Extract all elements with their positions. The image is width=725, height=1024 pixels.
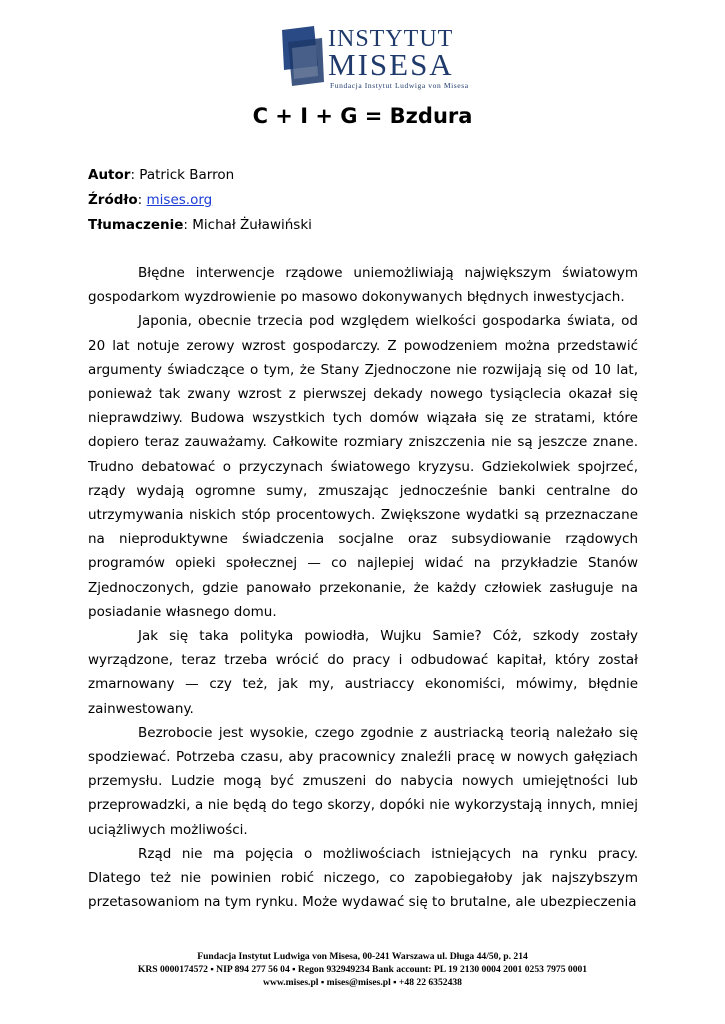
paragraph: Japonia, obecnie trzecia pod względem wielkości gospodarka świata, od 20 lat notuje zerowy wzrost gospodarczy. Z powodzeniem można przedstawić argumenty świadczące o tym, że Stany Zjednoczone nie rozwijają się od 10 lat, ponieważ tak zwany wzrost z pierwszej dekady nowego tysiąclecia okazał się nieprawdziwy. Budowa wszystkich tych domów wiązała się ze stratami, które dopiero teraz zauważamy. Całkowite rozmiary zniszczenia nie są jeszcze znane. Trudno debatować o przyczynach światowego kryzysu. Gdziekolwiek spojrzeć, rządy wydają ogromne sumy, zmuszając jednocześnie banki centralne do utrzymywania niskich stóp procentowych. Zwiększone wydatki są przeznaczane na nieproduktywne świadczenia socjalne oraz subsydiowanie rządowych programów opieki społecznej — co najlepiej widać na przykładzie Stanów Zjednoczonych, gdzie panowało przekonanie, że każdy człowiek zasługuje na posiadanie własnego domu. — [88, 313, 638, 620]
page-footer — [0, 950, 725, 989]
footer-address: Fundacja Instytut Ludwiga von Misesa, 00-241 Warszawa ul. Długa 44/50, p. 214 — [197, 951, 528, 962]
translation-line: Tłumaczenie: Michał Żuławiński — [88, 217, 312, 233]
source-label: Źródło — [88, 192, 138, 208]
logo-text-instytut: INSTYTUT — [328, 26, 454, 52]
footer-contact: www.mises.pl ▪ mises@mises.pl ▪ +48 22 6352438 — [263, 977, 462, 988]
translator-name: Michał Żuławiński — [192, 217, 312, 233]
logo-text-misesa: MISESA — [328, 47, 454, 82]
author-line: Autor: Patrick Barron — [88, 167, 235, 183]
paragraph: Jak się taka polityka powiodła, Wujku Samie? Cóż, szkody zostały wyrządzone, teraz trzeba wrócić do pracy i odbudować kapitał, który został zmarnowany — czy też, jak my, austriaccy ekonomiści, mówimy, błędnie zainwestowany. — [88, 628, 638, 717]
paragraph: Bezrobocie jest wysokie, czego zgodnie z austriacką teorią należało się spodziewać. Potrzeba czasu, aby pracownicy znaleźli pracę w nowych gałęziach przemysłu. Ludzie mogą być zmuszeni do nabycia nowych umiejętności lub przeprowadzki, a nie będą do tego skorzy, dopóki nie wykorzystają innych, mniej uciążliwych możliwości. — [88, 724, 638, 838]
logo-emblem-icon — [278, 26, 326, 86]
author-label: Autor — [88, 167, 131, 183]
paragraph: Rząd nie ma pojęcia o możliwościach istniejących na rynku pracy. Dlatego też nie powinien robić niczego, co zapobiegałoby jak najszybszym przetasowaniom na tym rynku. Może wydawać się to brutalne, ale ubezpieczenia — [88, 845, 638, 911]
paragraph: Błędne interwencje rządowe uniemożliwiają największym światowym gospodarkom wyzdrowienie po masowo dokonywanych błędnych inwestycjach. — [88, 265, 638, 306]
article-body — [88, 261, 638, 914]
author-name: Patrick Barron — [139, 167, 235, 183]
logo-tagline: Fundacja Instytut Ludwiga von Misesa — [330, 81, 469, 90]
footer-registration: KRS 0000174572 ▪ NIP 894 277 56 04 ▪ Regon 932949234 Bank account: PL 19 2130 0004 2001 0253 7975 0001 — [137, 964, 588, 975]
source-link[interactable]: mises.org — [146, 192, 213, 208]
translation-label: Tłumaczenie — [88, 217, 184, 233]
document-title: C + I + G = Bzdura — [252, 104, 473, 128]
source-line: Źródło: mises.org — [88, 192, 213, 208]
instytut-misesa-logo — [278, 26, 469, 92]
